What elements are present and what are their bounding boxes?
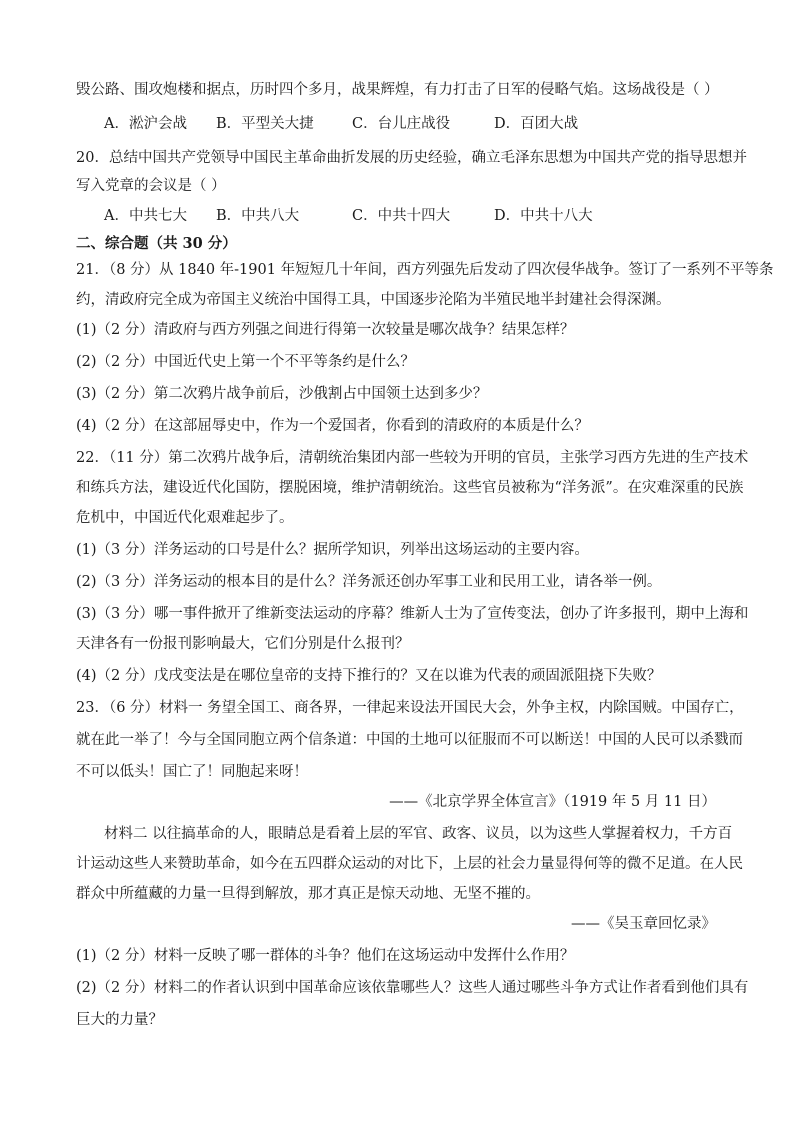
- q23-sub2-line2: 巨大的力量？: [76, 1012, 163, 1028]
- q19-option-b: B．平型关大捷: [216, 116, 314, 132]
- q20-option-a: A．中共七大: [104, 208, 187, 224]
- q22-stem-line1: 22．（11 分）第二次鸦片战争后，清朝统治集团内部一些较为开明的官员，主张学习西方先进的生产技术: [76, 450, 749, 466]
- q21-sub1: (1)（2 分）清政府与西方列强之间进行得第一次较量是哪次战争？结果怎样？: [76, 322, 575, 338]
- q22-sub2: (2)（3 分）洋务运动的根本目的是什么？洋务派还创办军事工业和民用工业，请各举一例。: [76, 574, 662, 590]
- q23-material1-line2: 就在此一举了！今与全国同胞立两个信条道：中国的土地可以征服而不可以断送！中国的人民可以杀戮而: [76, 732, 743, 748]
- q22-sub3-line1: (3)（3 分）哪一事件掀开了维新变法运动的序幕？维新人士为了宣传变法，创办了许多报刊，期中上海和: [76, 606, 749, 622]
- q20-option-b: B．中共八大: [216, 208, 300, 224]
- q20-option-d: D．中共十八大: [494, 208, 593, 224]
- q23-material2-line2: 计运动这些人来赞助革命，如今在五四群众运动的对比下，上层的社会力量显得何等的微不足道。在人民: [76, 856, 743, 872]
- q19-option-c: C．台儿庄战役: [352, 116, 451, 132]
- q23-material2-line1: 材料二 以往搞革命的人，眼睛总是看着上层的军官、政客、议员，以为这些人掌握着权力，千方百: [104, 826, 733, 842]
- q23-sub2-line1: (2)（2 分）材料二的作者认识到中国革命应该依靠哪些人？这些人通过哪些斗争方式让作者看到他们具有: [76, 980, 749, 996]
- q23-source2: ——《吴玉章回忆录》: [571, 916, 716, 932]
- q22-sub3-line2: 天津各有一份报刊影响最大，它们分别是什么报刊？: [76, 636, 410, 652]
- q19-option-a: A．淞沪会战: [104, 116, 187, 132]
- q21-stem-line1: 21．（8 分）从 1840 年-1901 年短短几十年间，西方列强先后发动了四次侵华战争。签订了一系列不平等条: [76, 262, 774, 278]
- q22-sub1: (1)（3 分）洋务运动的口号是什么？据所学知识，列举出这场运动的主要内容。: [76, 542, 589, 558]
- section-heading: 二、综合题（共 30 分）: [76, 235, 237, 252]
- q23-source1: ——《北京学界全体宣言》（1919 年 5 月 11 日）: [389, 794, 716, 810]
- q21-sub3: (3)（2 分）第二次鸦片战争前后，沙俄割占中国领土达到多少？: [76, 386, 488, 402]
- q19-option-d: D．百团大战: [494, 116, 579, 132]
- q23-material1-line1: 23．（6 分）材料一 务望全国工、商各界，一律起来设法开国民大会，外争主权，内除国贼。中国存亡，: [76, 700, 744, 716]
- q22-sub4: (4)（2 分）戊戌变法是在哪位皇帝的支持下推行的？又在以谁为代表的顽固派阻挠下失败？: [76, 668, 662, 684]
- q23-material1-line3: 不可以低头！国亡了！同胞起来呀！: [76, 764, 308, 780]
- q19-continuation: 毁公路、围攻炮楼和据点，历时四个多月，战果辉煌，有力打击了日军的侵略气焰。这场战役是（ ）: [76, 82, 719, 98]
- q22-stem-line2: 和练兵方法，建设近代化国防，摆脱困境，维护清朝统治。这些官员被称为“洋务派”。在灾难深重的民族: [76, 480, 744, 496]
- q20-stem-line1: 20．总结中国共产党领导中国民主革命曲折发展的历史经验，确立毛泽东思想为中国共产党的指导思想并: [76, 150, 747, 166]
- q23-sub1: (1)（2 分）材料一反映了哪一群体的斗争？他们在这场运动中发挥什么作用？: [76, 948, 575, 964]
- q21-sub2: (2)（2 分）中国近代史上第一个不平等条约是什么？: [76, 354, 415, 370]
- q20-stem-line2: 写入党章的会议是（ ）: [76, 178, 226, 194]
- q22-stem-line3: 危机中，中国近代化艰难起步了。: [76, 510, 294, 526]
- q23-material2-line3: 群众中所蕴藏的力量一旦得到解放，那才真正是惊天动地、无坚不摧的。: [76, 886, 540, 902]
- q21-sub4: (4)（2 分）在这部屈辱史中，作为一个爱国者，你看到的清政府的本质是什么？: [76, 418, 589, 434]
- q21-stem-line2: 约，清政府完全成为帝国主义统治中国得工具，中国逐步沦陷为半殖民地半封建社会得深渊。: [76, 292, 671, 308]
- q20-option-c: C．中共十四大: [352, 208, 451, 224]
